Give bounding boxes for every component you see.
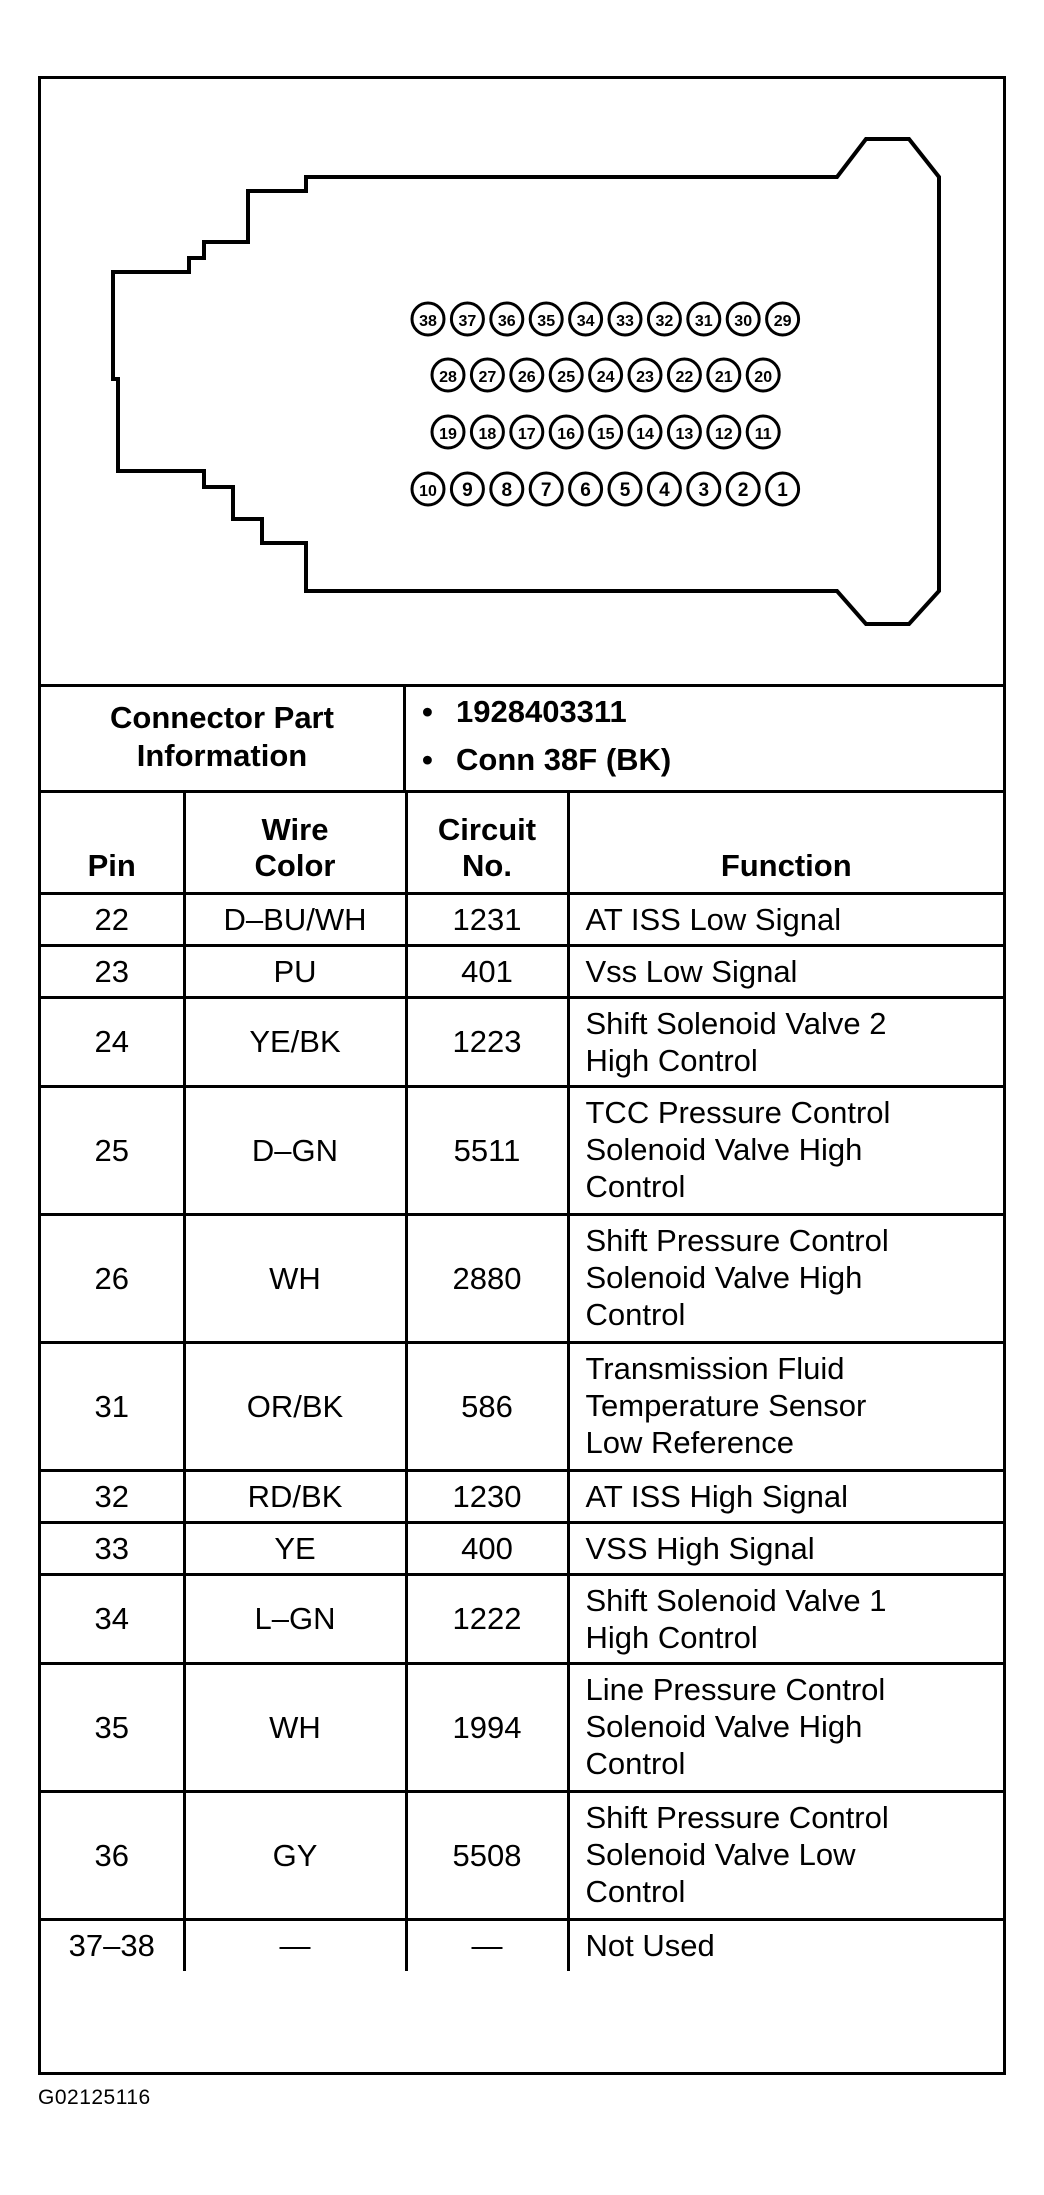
table-row [41,1342,1003,1470]
pin-number-label: 23 [636,369,654,386]
circuit-cell: — [406,1919,568,1971]
connector-face-drawing [41,79,1003,684]
header-circuit-no: Circuit No. [406,790,568,893]
function-cell [568,1342,1003,1470]
circuit-cell: 1231 [406,893,568,945]
pin-number-label: 21 [714,369,733,386]
table-row [41,945,1003,997]
function-line: Not Used [585,1927,715,1963]
connector-diagram [41,79,1003,687]
pin-number-label: 37 [458,313,477,330]
pin-number-label: 20 [754,369,773,386]
circuit-cell: 586 [406,1342,568,1470]
pin-number-label: 2 [737,480,749,501]
pin-number-label: 11 [754,426,772,443]
function-line: Solenoid Valve Low [585,1836,856,1872]
circuit-cell: 1222 [406,1574,568,1663]
function-cell [568,1522,1003,1574]
header-pin: Pin [41,790,184,893]
pin-number-label: 34 [576,313,595,330]
table-row [41,1919,1003,1971]
wire-color-cell: RD/BK [184,1470,406,1522]
table-row [41,1574,1003,1663]
table-row [41,1663,1003,1791]
pin-number-label: 38 [419,313,437,330]
function-line: Shift Solenoid Valve 2 [585,1005,887,1041]
function-cell [568,1086,1003,1214]
pin-number-label: 32 [655,313,674,330]
function-cell [568,1470,1003,1522]
pin-number-label: 17 [517,426,536,443]
function-line: Shift Pressure Control [585,1222,889,1258]
pin-cell: 31 [41,1342,184,1470]
pin-number-label: 4 [659,480,670,501]
pin-number-label: 28 [439,369,457,386]
pin-number-label: 8 [501,480,513,501]
pin-number-label: 29 [773,313,792,330]
function-line: Control [585,1745,686,1781]
connector-sheet [38,76,1006,2075]
pin-number-label: 3 [698,480,710,501]
pin-number-label: 26 [517,369,536,386]
wire-color-cell: PU [184,945,406,997]
function-line: Solenoid Valve High [585,1259,863,1295]
circuit-cell: 2880 [406,1214,568,1342]
pin-number-label: 27 [478,369,497,386]
circuit-cell: 5508 [406,1791,568,1919]
pin-cell: 24 [41,997,184,1086]
pin-cell: 22 [41,893,184,945]
header-function: Function [568,790,1003,893]
wire-color-cell: YE/BK [184,997,406,1086]
table-row [41,1086,1003,1214]
pin-cell: 32 [41,1470,184,1522]
pin-cell: 34 [41,1574,184,1663]
table-row [41,1470,1003,1522]
pin-number-label: 5 [619,480,631,501]
pin-number-label: 15 [596,426,615,443]
table-row [41,997,1003,1086]
pin-number-label: 10 [419,483,437,500]
function-line: Transmission Fluid [585,1350,845,1386]
function-cell [568,1663,1003,1791]
function-line: Line Pressure Control [585,1671,886,1707]
pin-cavities [412,303,799,505]
wire-color-cell: WH [184,1663,406,1791]
function-line: Solenoid Valve High [585,1131,863,1167]
part-number: • 1928403311 [456,694,627,730]
table-row [41,1522,1003,1574]
function-line: Shift Pressure Control [585,1799,889,1835]
pin-number-label: 35 [537,313,556,330]
pin-cell: 35 [41,1663,184,1791]
figure-id: G02125116 [38,2086,151,2109]
table-row [41,1791,1003,1919]
function-line: High Control [585,1619,758,1655]
pin-cell: 26 [41,1214,184,1342]
wire-color-cell: YE [184,1522,406,1574]
pin-number-label: 31 [694,313,713,330]
pin-number-label: 13 [675,426,694,443]
pin-number-label: 25 [557,369,576,386]
wire-color-cell: D–BU/WH [184,893,406,945]
wire-color-cell: WH [184,1214,406,1342]
connector-info-label-line1: Connector Part [110,700,334,735]
pin-number-label: 18 [478,426,497,443]
pin-cell: 23 [41,945,184,997]
function-line: Control [585,1873,686,1909]
function-line: High Control [585,1042,758,1078]
function-line: TCC Pressure Control [585,1094,891,1130]
connector-description: • Conn 38F (BK) [456,742,671,778]
pin-number-label: 6 [580,480,591,501]
pin-cell: 33 [41,1522,184,1574]
pin-number-label: 7 [540,480,552,501]
pin-number-label: 14 [636,426,654,443]
header-wire-color: Wire Color [184,790,406,893]
function-line: AT ISS Low Signal [585,901,842,937]
pin-number-label: 30 [734,313,753,330]
pin-number-label: 1 [777,480,788,501]
function-cell [568,893,1003,945]
pin-number-label: 24 [596,369,615,386]
pin-number-label: 16 [557,426,576,443]
wire-color-cell: — [184,1919,406,1971]
function-cell [568,997,1003,1086]
function-line: Control [585,1296,686,1332]
function-line: VSS High Signal [585,1530,815,1566]
function-line: Solenoid Valve High [585,1708,863,1744]
pin-cell: 25 [41,1086,184,1214]
connector-info-row [41,684,1003,793]
pin-number-label: 9 [462,480,473,501]
function-cell [568,1574,1003,1663]
table-row [41,1214,1003,1342]
function-line: Shift Solenoid Valve 1 [585,1582,887,1618]
function-line: Low Reference [585,1424,795,1460]
pin-number-label: 19 [439,426,457,443]
function-line: Temperature Sensor [585,1387,867,1423]
circuit-cell: 1230 [406,1470,568,1522]
table-header-row [41,790,1003,893]
function-cell [568,1214,1003,1342]
function-line: AT ISS High Signal [585,1478,848,1514]
circuit-cell: 1994 [406,1663,568,1791]
wire-color-cell: GY [184,1791,406,1919]
circuit-cell: 401 [406,945,568,997]
table-row [41,893,1003,945]
connector-info-values [406,684,1003,790]
function-cell [568,1791,1003,1919]
pin-number-label: 36 [497,313,516,330]
pinout-table [41,790,1003,1971]
wire-color-cell: L–GN [184,1574,406,1663]
function-cell [568,945,1003,997]
circuit-cell: 5511 [406,1086,568,1214]
pin-cell: 36 [41,1791,184,1919]
pin-cell: 37–38 [41,1919,184,1971]
circuit-cell: 1223 [406,997,568,1086]
function-line: Control [585,1168,686,1204]
connector-info-label-line2: Information [136,738,308,773]
pin-number-label: 12 [714,426,733,443]
wire-color-cell: OR/BK [184,1342,406,1470]
connector-info-label [41,684,406,790]
function-line: Vss Low Signal [585,953,798,989]
pin-number-label: 33 [616,313,634,330]
function-cell [568,1919,1003,1971]
circuit-cell: 400 [406,1522,568,1574]
wire-color-cell: D–GN [184,1086,406,1214]
pin-number-label: 22 [675,369,694,386]
